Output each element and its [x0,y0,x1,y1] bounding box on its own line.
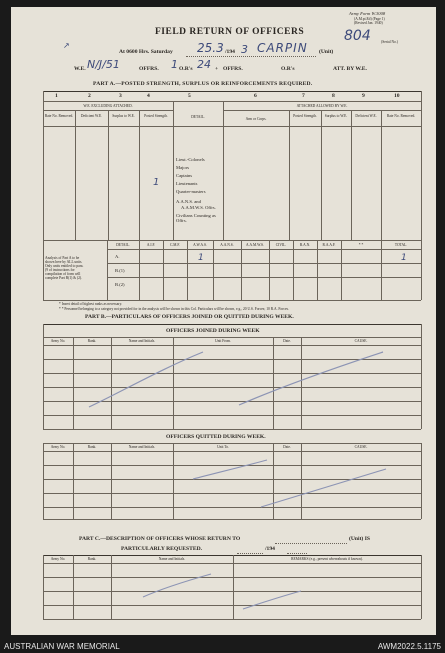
we-excl-header: W.E. EXCLUDING ATTACHED. [83,104,133,108]
footer-left: AUSTRALIAN WAR MEMORIAL [4,642,120,651]
right-col-rate: Rate No. Removed. [386,114,416,118]
army-form-sub2: (Revised Jan. 1940) [354,21,383,25]
part-c-unit-is: (Unit) IS [349,536,370,542]
year-prefix: /194 [225,49,235,55]
analysis-civil: CIVIL. [275,243,287,247]
part-a-heading: PART A.—POSTED STRENGTH, SURPLUS OR REINFORCEMENTS REQUIRED. [93,81,313,87]
analysis-aamws: A.A.M.W.S. [246,243,264,247]
col-num-1: 1 [55,93,58,99]
analysis-cmf: C.M.F. [170,243,180,247]
ors2-label: O.R's [281,66,295,72]
year-handwritten: 3 [241,43,248,56]
army-form-number: Army Form W.3008 [349,11,386,16]
left-col-rate: Rate No. Removed. [44,114,74,118]
rank-aans: A.A.N.S. and [176,199,201,204]
we-label: W.E. [74,66,86,72]
form-title: FIELD RETURN OF OFFICERS [155,27,305,37]
col-num-3: 3 [119,93,122,99]
left-col-surplus: Surplus to W.E. [112,114,135,118]
joined-heading: OFFICERS JOINED DURING WEEK [166,328,260,334]
rank-lt-col: Lieut.-Colonels [176,157,205,162]
quitted-col-name: Name and Initials. [128,445,156,449]
analysis-ran: R.A.N. [299,243,311,247]
analysis-total: TOTAL. [394,243,408,247]
partc-col-rank: Rank. [87,557,97,561]
footnote-1: * Insert detail of highest ranks as necessary. [59,302,123,306]
analysis-aans: A.A.N.S. [220,243,234,247]
attached-header: ATTACHED ALLOWED BY W.E. [296,104,348,108]
quitted-col-army: Army No. [50,445,66,449]
footnote-2: * * Personnel belonging to a category not provided for in the analysis will be shown in this Col. Particulars will be shown, e.g., 20 U.S. Forces; 10 R.A. Forces. [59,307,289,311]
analysis-row-a: A. [115,254,120,259]
partc-col-army: Army No. [50,557,66,561]
unit-label: (Unit) [319,49,334,55]
col-num-8: 8 [332,93,335,99]
right-col-surplus: Surplus to W.E. [324,114,348,118]
col-num-9: 9 [362,93,365,99]
rank-qm: Quarter-masters [176,189,206,194]
quitted-col-unit: Unit To. [217,445,229,449]
right-col-arm: Arm or Corps. [245,117,267,121]
joined-col-name: Name and Initials. [128,339,156,343]
col-num-4: 4 [147,93,150,99]
partc-col-name: Name and Initials. [158,557,186,561]
joined-col-army: Army No. [50,339,66,343]
offrs2-label: OFFRS. [223,66,243,72]
left-col-deficient: Deficient W.E. [80,114,103,118]
rank-captains: Captains [176,173,193,178]
rank-aamws: A.A.M.W.S. Offrs. [181,205,216,210]
part-c-date: /194 [265,546,275,552]
col-num-6: 6 [254,93,257,99]
right-col-posted: Posted Strength. [293,114,317,118]
arrow-mark-icon: ↗ [63,41,70,50]
left-col-posted: Posted Strength. [144,114,168,118]
rank-majors: Majors [176,165,190,170]
partc-cancel-strokes [11,7,436,635]
att-label: ATT. BY W.E. [333,66,367,72]
analysis-note: Analysis of Part A to be shown here by ALL units. Only units entitled to para. (9 of instructions for compilation of form will complete Part B(1) & (2). [45,256,84,280]
footer-right: AWM2022.5.1175 [377,642,441,651]
part-c-heading1: PART C.—DESCRIPTION OF OFFICERS WHOSE RETURN TO [79,536,241,542]
analysis-row-b2: B.(2) [115,282,125,287]
col-num-5: 5 [188,93,191,99]
date-handwritten: 25.3 [197,41,224,55]
at-line-label: At 0600 Hrs. Saturday [119,49,173,55]
form-sheet [11,7,436,635]
col-num-7: 7 [302,93,305,99]
serial-label: (Serial No.) [381,40,398,44]
analysis-awas: A.W.A.S. [193,243,207,247]
unit-handwritten: CARPIN [257,41,308,55]
analysis-other: * * [358,243,364,247]
cmf-handwritten: 1 [198,253,204,263]
quitted-col-cause: CAUSE. [354,445,368,449]
analysis-detail: DETAIL. [116,243,130,247]
right-col-deficient: Deficient W.E. [355,114,377,118]
joined-col-unit: Unit From. [215,339,231,343]
detail-header: DETAIL. [191,115,205,119]
analysis-row-b1: B.(1) [115,268,125,273]
offrs-handwritten: 1 [171,58,178,71]
offrs-label: OFFRS. [139,66,159,72]
col-num-10: 10 [394,93,400,99]
analysis-aif: A.I.F. [146,243,156,247]
joined-col-date: Date. [283,339,291,343]
plus-sign: + [215,66,219,72]
posted-strength-handwritten: 1 [153,177,160,188]
part-c-heading2: PARTICULARLY REQUESTED. [121,546,203,552]
part-b-heading: PART B.—PARTICULARS OF OFFICERS JOINED OR QUITTED DURING WEEK. [85,314,294,320]
col-num-2: 2 [88,93,91,99]
total-handwritten: 1 [401,253,407,263]
joined-col-cause: CAUSE. [354,339,368,343]
quitted-col-rank: Rank. [87,445,97,449]
rank-civilians: Civilians Counting as Offrs. [176,213,216,223]
partc-col-remarks: REMARKS (e.g., present whereabouts if known). [291,557,363,561]
army-form-sub1: (A.M.pt.Ed) (Page 1) [354,17,385,21]
ors-label: O.R's [179,66,193,72]
quitted-col-date: Date. [283,445,291,449]
joined-col-rank: Rank. [87,339,97,343]
ors-handwritten: 24 [197,58,211,71]
serial-handwritten: 804 [344,28,371,44]
analysis-raaf: R.A.A.F. [322,243,336,247]
we-handwritten: N/J/51 [87,58,120,71]
quitted-heading: OFFICERS QUITTED DURING WEEK. [166,434,266,440]
rank-lieutenants: Lieutenants [176,181,198,186]
